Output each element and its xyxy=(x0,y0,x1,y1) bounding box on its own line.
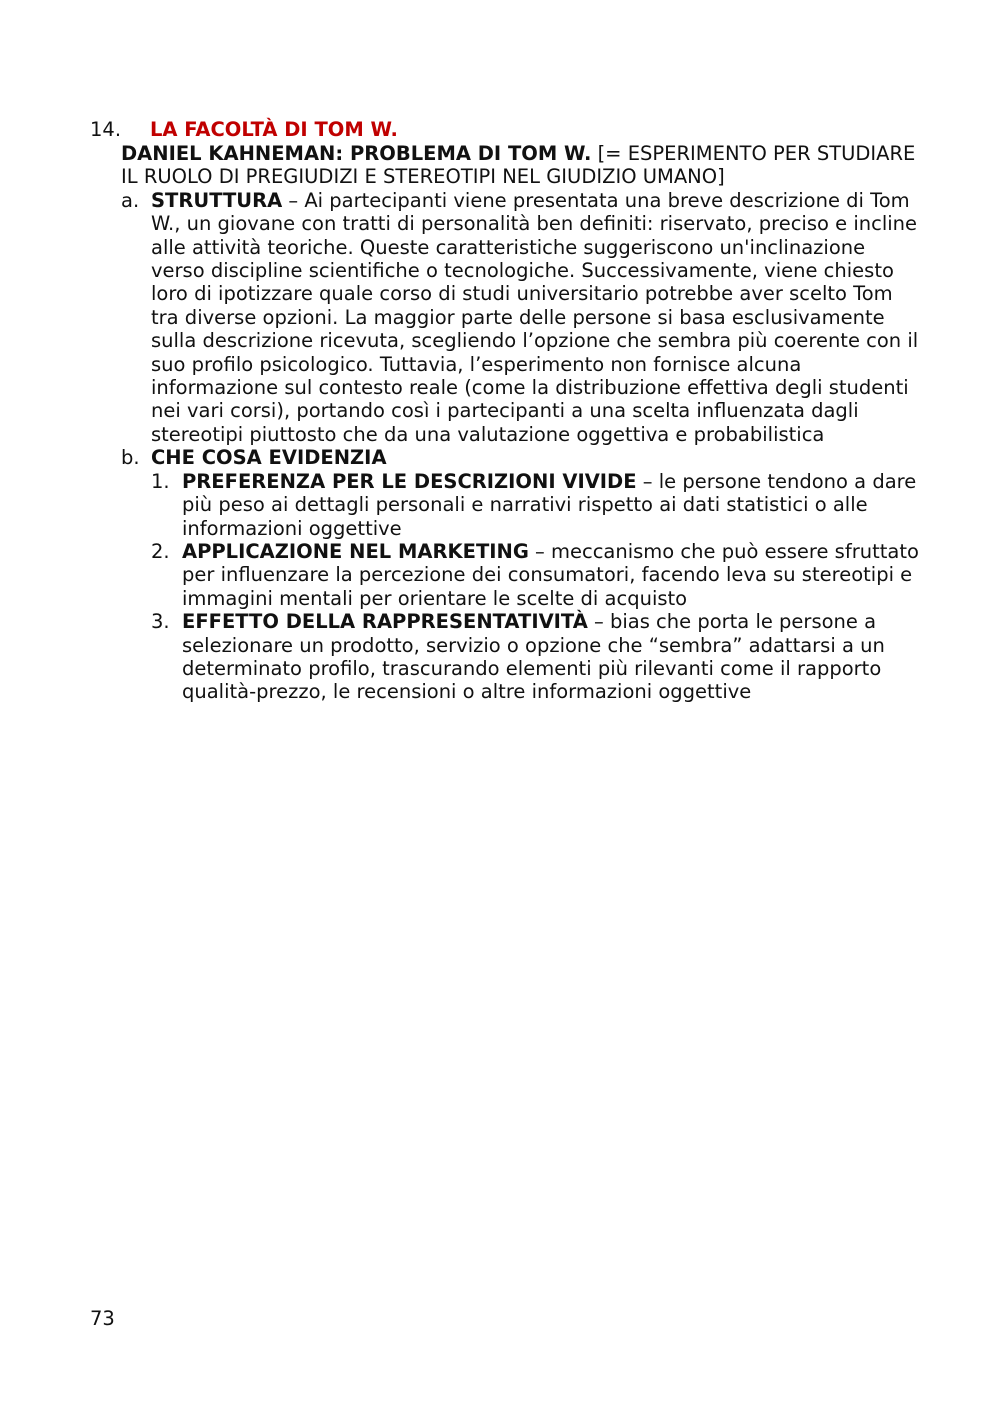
section-number: 14. xyxy=(90,118,122,141)
list-marker: b. xyxy=(121,446,140,470)
list-item-b xyxy=(90,446,920,469)
list-marker: 3. xyxy=(151,610,170,634)
numbered-item-2 xyxy=(90,540,920,610)
page-number: 73 xyxy=(90,1307,115,1330)
section-14 xyxy=(90,118,920,704)
item-1-heading: PREFERENZA PER LE DESCRIZIONI VIVIDE xyxy=(182,469,637,493)
item-a-text: – Ai partecipanti viene presentata una breve descrizione di Tom W., un giovane con tratti di personalità ben definiti: riservato, preciso e incline alle attività teoriche. Queste caratteristiche suggeriscono un'inclinazione verso discipline scientifiche o tecnologiche. Successivamente, viene chiesto loro di ipotizzare quale corso di studi universitario potrebbe aver scelto Tom tra diverse opzioni. La maggior parte delle persone si basa esclusivamente sulla descrizione ricevuta, scegliendo l’opzione che sembra più coerente con il suo profilo psicologico. Tuttavia, l’esperimento non fornisce alcuna informazione sul contesto reale (come la distribuzione effettiva degli studenti nei vari corsi), portando così i partecipanti a una scelta influenzata dagli stereotipi piuttosto che da una valutazione oggettiva e probabilistica xyxy=(151,188,919,446)
item-3-heading: EFFETTO DELLA RAPPRESENTATIVITÀ xyxy=(182,610,588,634)
item-2-heading: APPLICAZIONE NEL MARKETING xyxy=(182,539,529,563)
intro-text: [= ESPERIMENTO PER STUDIARE IL RUOLO DI PREGIUDIZI E STEREOTIPI NEL GIUDIZIO UMANO] xyxy=(121,142,916,189)
lettered-list xyxy=(90,189,920,704)
section-title: LA FACOLTÀ DI TOM W. xyxy=(150,118,398,141)
section-heading xyxy=(90,118,920,142)
list-marker: 1. xyxy=(151,469,170,493)
item-a-heading: STRUTTURA xyxy=(151,188,283,212)
list-item-a xyxy=(90,189,920,446)
list-marker: a. xyxy=(121,188,140,212)
item-3-text: – bias che porta le persone a selezionare un prodotto, servizio o opzione che “sembra” adattarsi a un determinato profilo, trascurando elementi più rilevanti come il rapporto qualità-prezzo, le recensioni o altre informazioni oggettive xyxy=(182,610,885,704)
numbered-item-1 xyxy=(90,470,920,540)
item-b-heading: CHE COSA EVIDENZIA xyxy=(151,446,387,470)
item-1-text: – le persone tendono a dare più peso ai dettagli personali e narrativi rispetto ai dati statistici o alle informazioni oggettive xyxy=(182,469,917,540)
item-2-text: – meccanismo che può essere sfruttato per influenzare la percezione dei consumatori, facendo leva su stereotipi e immagini mentali per orientare le scelte di acquisto xyxy=(182,539,919,610)
list-marker: 2. xyxy=(151,539,170,563)
numbered-item-3 xyxy=(90,610,920,704)
section-intro xyxy=(121,142,920,189)
intro-bold-text: DANIEL KAHNEMAN: PROBLEMA DI TOM W. xyxy=(121,142,592,165)
